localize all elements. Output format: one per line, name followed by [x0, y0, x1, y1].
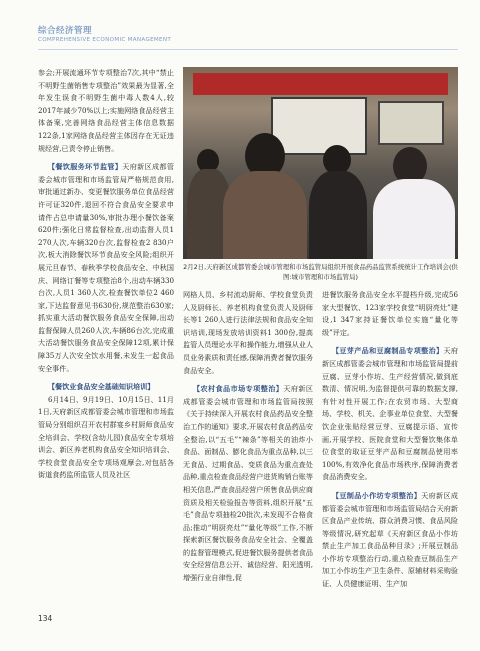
col3-section-1-title: 【豆芽产品和豆腐制品专项整治】	[331, 346, 444, 356]
col3-section-2-title: 【豆制品小作坊专项整治】	[331, 490, 422, 500]
col3-paragraph-1: 进餐饮服务食品安全水平提档升级,完成56家大型餐饮、123家学校食堂“明厨亮灶”建设,1 347家持证餐饮单位实施“量化等级”评定。	[322, 290, 458, 337]
col1-section-2-text: 6月14日、9月19日、10月15日、11月1日,天府新区成都管委会城市管理和市场监管局分别组织召开农村群宴乡村厨师食品安全培训会、学校(含幼儿园)食品安全专项培训会、新区养老机构食品安全知识培训会、学校食堂食品安全专项场观摩会,对包括各街道食药监所监管人员及社区	[38, 394, 174, 480]
col1-section-2	[38, 381, 174, 394]
section-title-en: COMPREHENSIVE ECONOMIC MANAGEMENT	[38, 37, 172, 43]
photo-caption: 2月2日,天府新区成都管委会城市管理和市场监管局组织开展食品药品监管系统统计工作培训会(供图:城市管理和市场监管局)	[183, 263, 458, 281]
photo-side-screen	[378, 101, 444, 145]
col1-section-1-title: 【餐饮服务环节监管】	[47, 162, 123, 172]
col2-section-1-text: 天府新区成都管委会城市管理和市场监管局按照《关于持续深入开展农村食品药品安全整治工作的通知》要求,开展农村食品药品安全整治,以“五毛”“辣条”等相关的油炸小食品、面制品、膨化食品为重点品种,以三无食品、过期食品、变质食品为重点查处品种,重点检查食品经营户进货购销台账等相关信息,严查食品经营户所售食品供应商资质及相关检验报告等资料,组织开展“五毛”食品专项抽检20批次,未发现不合格食品;推动“明厨亮灶”“量化等级”工作,不断探索新区餐饮服务食品安全社会、全覆盖的监督管理模式,促进餐饮服务提供者食品安全经营信息公开、诚信经营、阳光透明,增强行业自律性,促	[183, 384, 313, 583]
training-meeting-photo	[183, 67, 458, 259]
col3-section-2	[322, 490, 458, 591]
column-3	[322, 289, 458, 591]
section-header	[38, 24, 458, 43]
col2-section-1-title: 【农村食品市场专项整治】	[192, 384, 284, 394]
photo-projection-screen	[271, 97, 367, 155]
section-title-cn: 综合经济管理	[38, 26, 93, 36]
page-number: 134	[38, 614, 53, 623]
col1-section-1-text: 天府新区成都管委会城市管理和市场监管局严格规范食用,审批通过新办、变更餐饮服务单位食品经营许可证320件,退回不符合食品安全要求申请件占总申请量30%,审批办理小餐饮备案620件;强化日常监督检查,出动监督人员1 270人次,车辆320台次,监督检查2 830户次,板大消除餐饮环节食品安全风险;组织开展元旦春节、春秋季学校食品安全、中秋国庆、网络订餐等专项整治8个,出动车辆330台次,人员1 360人次,检查餐饮单位2 460家,下达监督意见书630份,规范整治630家;抓实重大活动餐饮服务食品安全保障,出动监督保障人员260人次,车辆86台次,完成重大活动餐饮服务食品安全保障12项,累计保障35万人次安全饮水用餐,未发生一起食品安全事件。	[38, 162, 175, 373]
col1-section-2-title: 【餐饮业食品安全基础知识培训】	[47, 382, 155, 392]
col2-paragraph-1: 网格人员、乡村流动厨师、学校食堂负责人及厨师长、养老机构食堂负责人及厨师长等1 260人进行法律法规和食品安全知识培训,现场发放培训资料1 300份,提高监管人员理论水平和操作能力,增强从业人员业务素质和责任感,保障消费者餐饮服务食品安全。	[183, 290, 313, 375]
col3-section-2-text: 天府新区成都管委会城市管理和市场监管局结合天府新区食品产业传统、群众消费习惯、食品风险等级情况,研究起草《天府新区食品小作坊禁止生产加工食品品种目录》;开展豆制品小作坊专项整治行动,重点检查豆制品生产加工小作坊生产卫生条件、原辅材料采购验证、人员健康证明、生产加	[322, 490, 459, 589]
column-2	[183, 289, 313, 585]
photo-attendee-body	[223, 171, 307, 259]
col2-section-1	[183, 383, 313, 585]
photo-attendee-body	[309, 171, 367, 259]
photo-banner	[193, 73, 448, 95]
column-1	[38, 67, 174, 482]
col3-section-1-text: 天府新区成都管委会城市管理和市场监管局提前豆腐、豆芽小作坊、生产经营情况,做到底数清、情况明,为监督提供可靠的数据支撑,有针对性开展工作;在农贸市场、大型商场、学校、机关、企事业单位食堂、大型餐饮企业张贴经营豆芽、豆腐提示语、宣传画,开展学校、医院食堂和大型餐饮集体单位食堂的取证豆芽产品和豆腐制品使用率100%,有效净化食品市场秩序,保障消费者食品消费安全。	[322, 346, 459, 482]
photo-attendee-body	[373, 179, 455, 259]
col1-section-1	[38, 161, 174, 375]
col1-paragraph-1: 参会;开展流通环节专项整治7次,其中“禁止不明野生菌销售专项整治”效果最为显著,全年发生误食不明野生菌中毒人数4人,较2017年减少70%以上;实施网络食品经营主体备案,完善网络食品经营主体信息数据122条,1家网络食品经营主体因存在无证违规经营,已责令停止销售。	[38, 68, 174, 153]
header-divider	[38, 49, 458, 50]
col3-section-1	[322, 345, 458, 484]
